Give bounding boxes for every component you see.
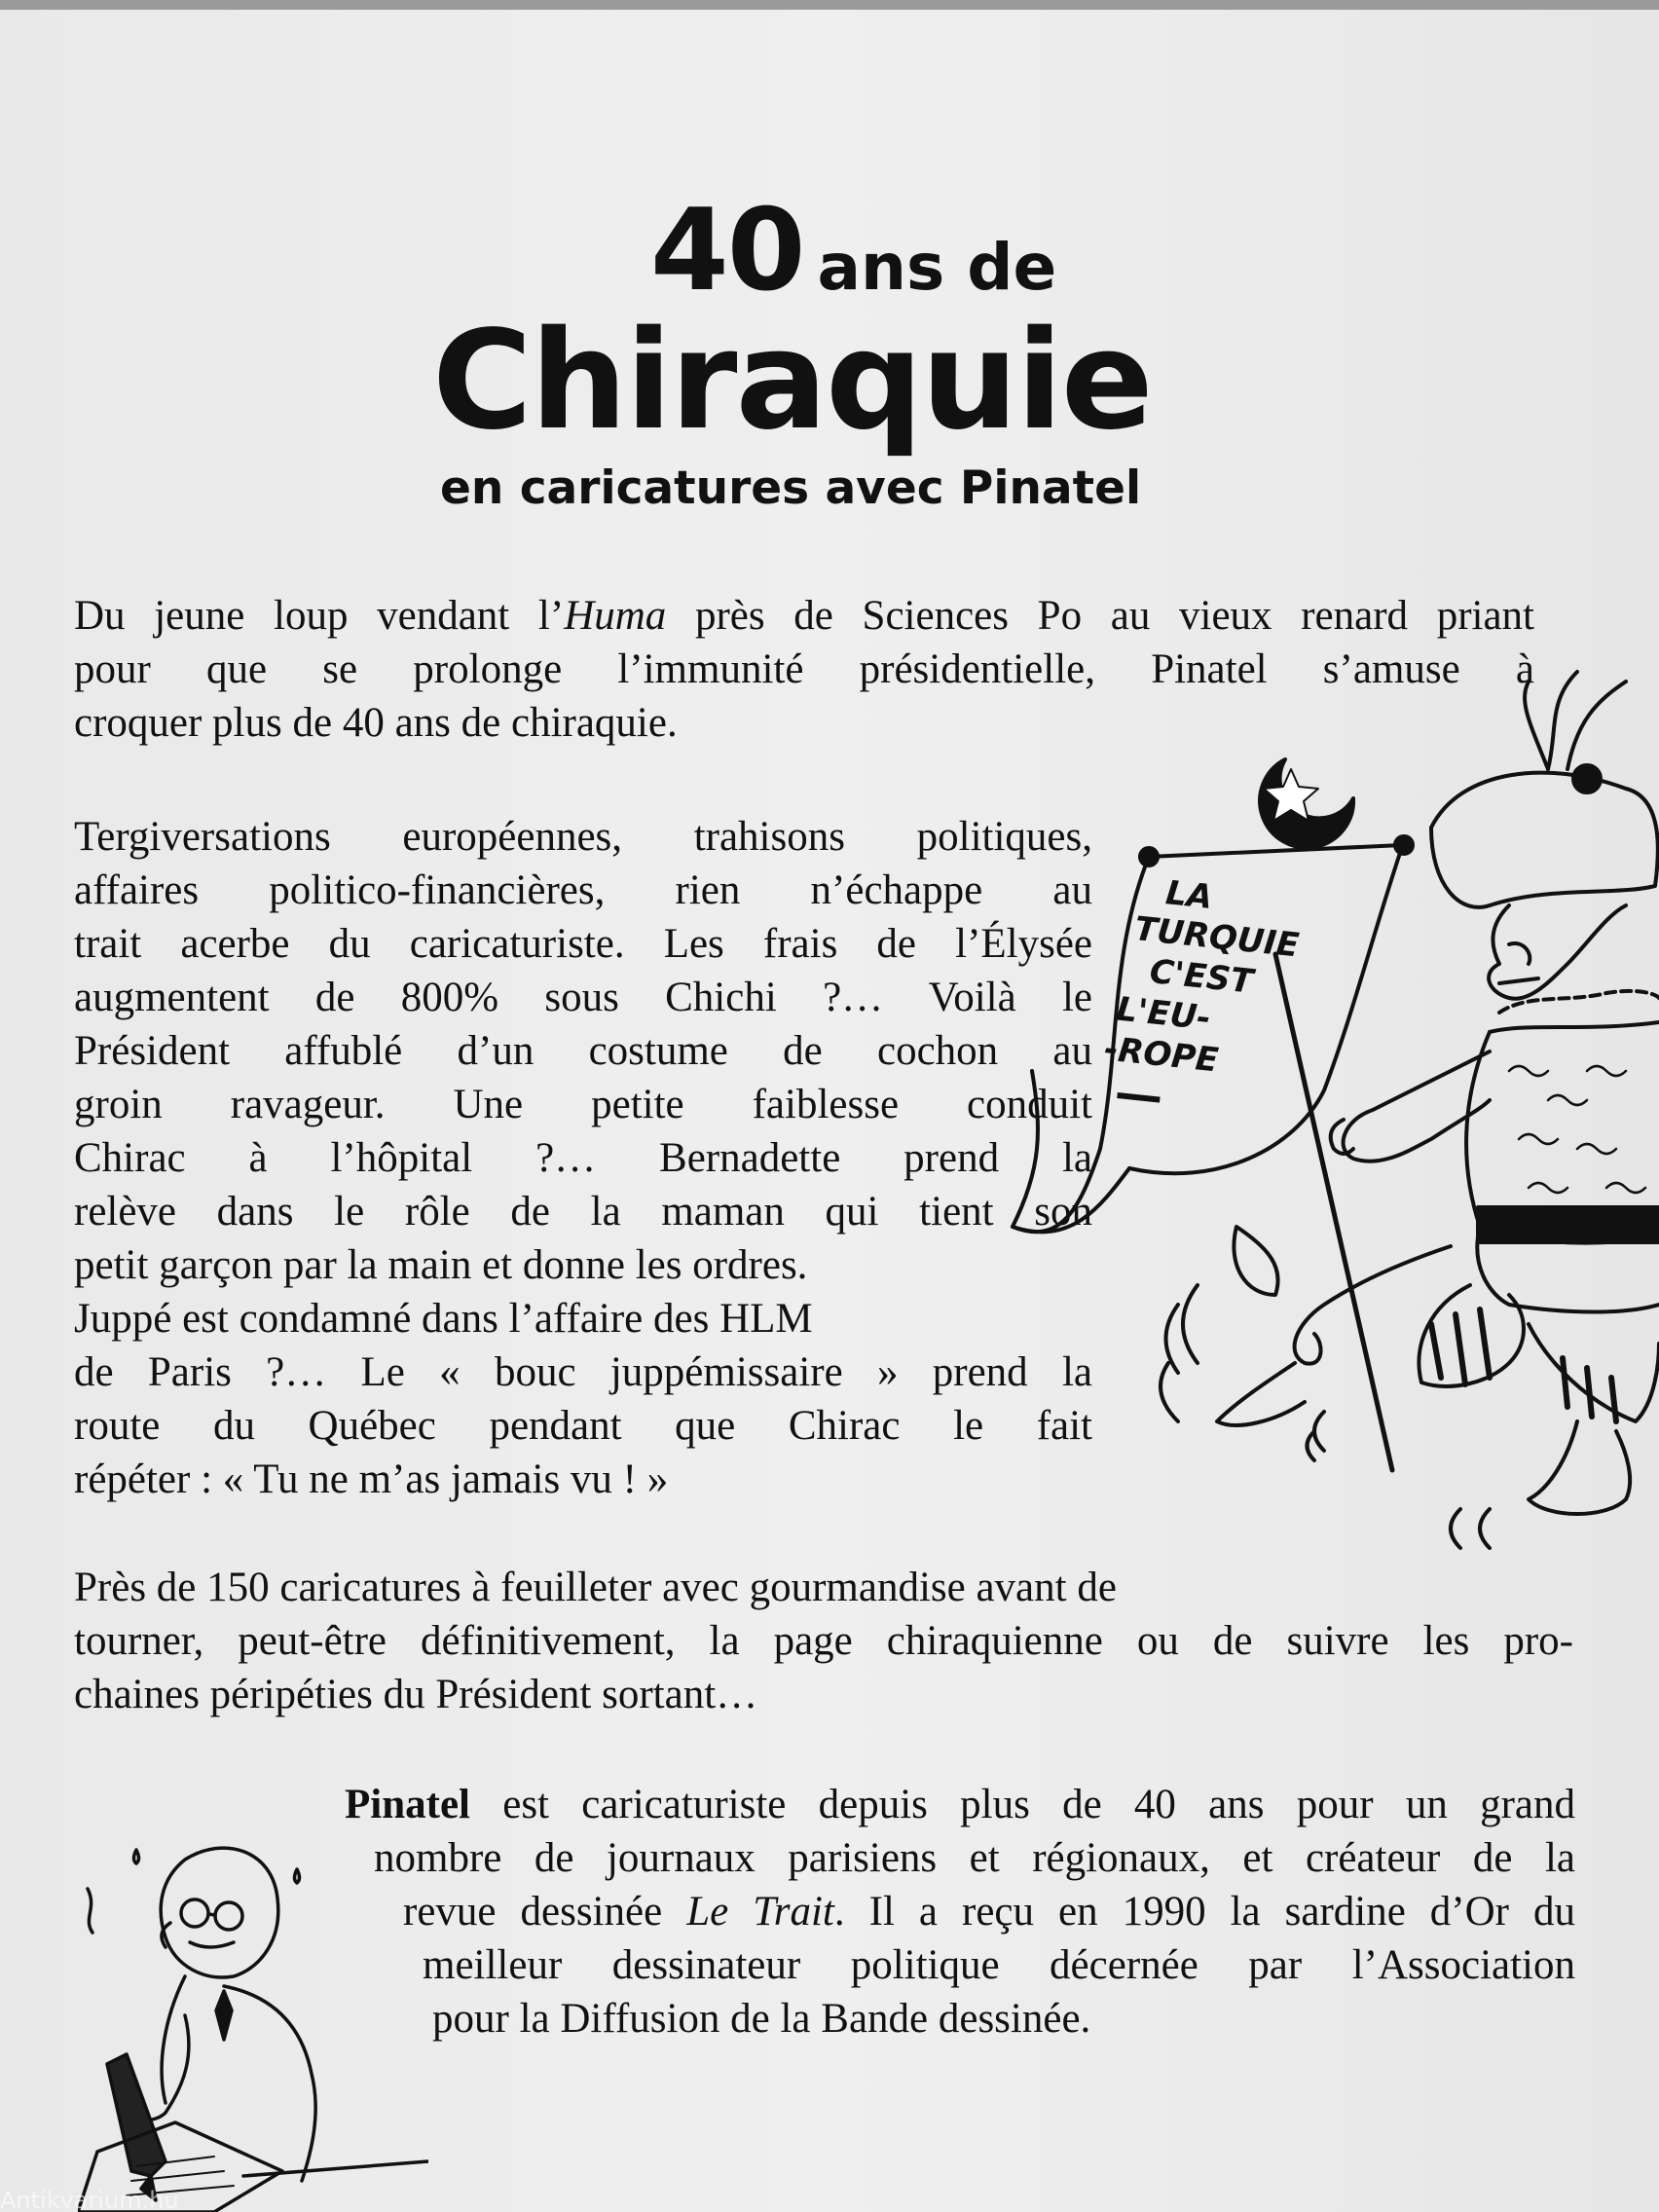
banner-line-4: L'EU- [1114,989,1213,1039]
body-line: Chirac à l’hôpital ?… Bernadette prend la [74,1135,1092,1181]
cartoonist-self-portrait [78,1830,428,2212]
closing-line: chaines péripéties du Président sortant… [74,1672,758,1717]
bio-line-5: pour la Diffusion de la Bande dessinée. [432,1996,1091,2042]
author-bio [345,1778,1575,2046]
body-line: groin ravageur. Une petite faiblesse conduit [74,1082,1092,1127]
banner-line-2: TURQUIE [1132,909,1302,966]
chirac-sultan-caricature [1003,662,1659,1558]
crescent-icon [1260,759,1353,848]
body-line: affaires politico-financières, rien n’échappe au [74,867,1092,913]
banner-line-3: C'EST [1147,951,1255,1002]
body-paragraph [74,810,1092,1506]
banner-line-5: -ROPE [1102,1029,1221,1081]
intro-text-a: Du jeune loup vendant l’ [74,593,565,639]
body-line: relève dans le rôle de la maman qui tient son [74,1189,1092,1235]
bio-line-1 [345,1778,1575,1831]
page-subtitle: en caricatures avec Pinatel [440,461,1142,515]
intro-line-1 [74,589,1534,643]
body-line: Tergiversations européennes, trahisons politiques, [74,814,1092,860]
bio-line-4: meilleur dessinateur politique décernée par l’Association [423,1942,1575,1988]
closing-line: tourner, peut-être définitivement, la page chiraquienne ou de suivre les pro- [74,1618,1573,1664]
body-line: augmentent de 800% sous Chichi ?… Voilà le [74,975,1092,1020]
intro-huma: Huma [564,593,667,639]
body-line: petit garçon par la main et donne les ordres. [74,1242,808,1288]
cover-top-edge [0,0,1659,10]
bio-text: revue dessinée [403,1889,687,1935]
title-line-1 [650,185,1056,316]
body-line: répéter : « Tu ne m’as jamais vu ! » [74,1456,669,1502]
body-line: de Paris ?… Le « bouc juppémissaire » prend la [74,1349,1092,1395]
title-ans-de: ans de [817,230,1057,305]
magazine-title: Le Trait [686,1889,834,1935]
body-line: Président affublé d’un costume de cochon au [74,1028,1092,1074]
closing-paragraph [74,1561,1573,1721]
watermark: Antikvarium.hu [0,2187,179,2212]
intro-text-b: près de Sciences Po au vieux renard priant [666,593,1534,639]
bio-line-2: nombre de journaux parisiens et régionaux, et créateur de la [374,1835,1575,1881]
body-line: route du Québec pendant que Chirac le fait [74,1403,1092,1449]
page-title: Chiraquie [432,302,1152,461]
intro-line-3: croquer plus de 40 ans de chiraquie. [74,700,678,746]
closing-line: Près de 150 caricatures à feuilleter avec gourmandise avant de [74,1565,1117,1610]
bio-text: . Il a reçu en 1990 la sardine d’Or du [833,1889,1576,1935]
body-line: trait acerbe du caricaturiste. Les frais de l’Élysée [74,921,1092,967]
author-name: Pinatel [345,1782,470,1827]
title-number: 40 [650,185,804,316]
body-line: Juppé est condamné dans l’affaire des HLM [74,1296,813,1342]
banner-line-1: LA [1163,873,1215,918]
intro-line-2: pour que se prolonge l’immunité présidentielle, Pinatel s’amuse à [74,646,1534,692]
bio-text: est caricaturiste depuis plus de 40 ans pour un grand [469,1782,1575,1827]
bio-line-3 [345,1885,1575,1938]
